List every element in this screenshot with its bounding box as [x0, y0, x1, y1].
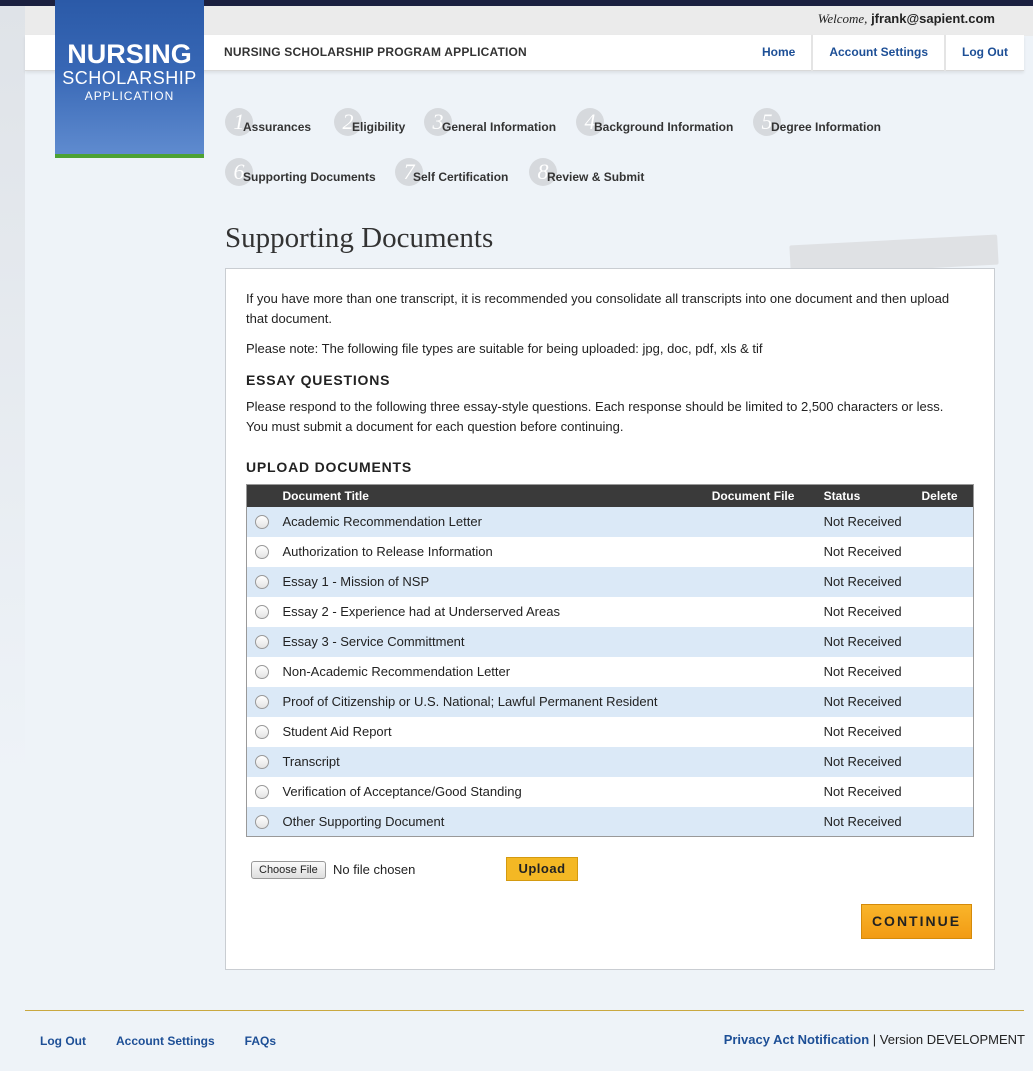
table-row — [247, 807, 974, 837]
row-radio[interactable] — [255, 785, 269, 799]
document-file — [712, 777, 824, 807]
table-row — [247, 567, 974, 597]
column-header-delete: Delete — [922, 485, 974, 507]
logo[interactable] — [55, 0, 204, 158]
version-text: Version DEVELOPMENT — [879, 1032, 1025, 1047]
document-file — [712, 747, 824, 777]
step-supporting-documents[interactable] — [225, 156, 376, 186]
footer-divider — [25, 1010, 1024, 1011]
table-row — [247, 687, 974, 717]
document-status: Not Received — [824, 567, 922, 597]
left-shade — [0, 6, 25, 776]
upload-button[interactable]: Upload — [506, 857, 578, 881]
document-status: Not Received — [824, 777, 922, 807]
step-number: 2 — [334, 108, 362, 136]
table-row — [247, 717, 974, 747]
document-status: Not Received — [824, 657, 922, 687]
welcome-prefix: Welcome, — [817, 11, 868, 26]
row-radio[interactable] — [255, 575, 269, 589]
footer-links — [40, 1034, 306, 1048]
table-row — [247, 597, 974, 627]
footer-faqs-link[interactable]: FAQs — [244, 1034, 276, 1048]
logo-line-1: NURSING — [67, 39, 192, 69]
transcript-note: If you have more than one transcript, it is recommended you consolidate all transcripts into one document and then upload that document. — [246, 291, 950, 326]
document-title: Non-Academic Recommendation Letter — [282, 657, 711, 687]
table-row — [247, 657, 974, 687]
document-status: Not Received — [824, 807, 922, 837]
document-delete — [922, 807, 974, 837]
document-delete — [922, 507, 974, 537]
continue-button[interactable]: CONTINUE — [861, 904, 972, 939]
page-title: Supporting Documents — [225, 222, 494, 254]
content-card — [225, 268, 995, 970]
step-background-information[interactable] — [576, 106, 733, 136]
document-delete — [922, 597, 974, 627]
document-delete — [922, 747, 974, 777]
row-radio[interactable] — [255, 605, 269, 619]
document-delete — [922, 717, 974, 747]
document-status: Not Received — [824, 537, 922, 567]
step-number: 7 — [395, 158, 423, 186]
table-row — [247, 777, 974, 807]
nav-account-settings-link[interactable]: Account Settings — [811, 35, 944, 71]
document-status: Not Received — [824, 747, 922, 777]
row-radio[interactable] — [255, 815, 269, 829]
welcome-text — [818, 11, 995, 27]
document-file — [712, 717, 824, 747]
document-file — [712, 507, 824, 537]
table-row — [247, 507, 974, 537]
document-delete — [922, 657, 974, 687]
document-delete — [922, 567, 974, 597]
step-label: Eligibility — [352, 120, 406, 134]
document-title: Student Aid Report — [282, 717, 711, 747]
logo-line-3: APPLICATION — [84, 89, 175, 103]
step-self-certification[interactable] — [395, 156, 508, 186]
user-email: jfrank@sapient.com — [871, 11, 995, 26]
row-radio[interactable] — [255, 515, 269, 529]
document-title: Essay 1 - Mission of NSP — [282, 567, 711, 597]
document-status: Not Received — [824, 687, 922, 717]
document-status: Not Received — [824, 507, 922, 537]
step-label: Assurances — [243, 120, 312, 134]
step-number: 5 — [753, 108, 781, 136]
table-header-row — [247, 485, 974, 507]
document-status: Not Received — [824, 717, 922, 747]
column-header-title: Document Title — [282, 485, 711, 507]
select-column-header — [247, 485, 283, 507]
no-file-chosen-text: No file chosen — [333, 862, 416, 877]
footer-account-settings-link[interactable]: Account Settings — [115, 1034, 215, 1048]
document-status: Not Received — [824, 597, 922, 627]
document-file — [712, 687, 824, 717]
row-radio[interactable] — [255, 695, 269, 709]
document-delete — [922, 687, 974, 717]
step-label: Degree Information — [771, 120, 882, 134]
logo-line-2: SCHOLARSHIP — [62, 68, 197, 88]
step-label: Background Information — [594, 120, 734, 134]
step-label: General Information — [442, 120, 557, 134]
essay-text: Please respond to the following three essay-style questions. Each response should be limited to 2,500 characters or less. You must submit a document for each question before continuing. — [246, 399, 944, 434]
document-file — [712, 537, 824, 567]
document-file — [712, 627, 824, 657]
table-row — [247, 747, 974, 777]
nav-logout-link[interactable]: Log Out — [944, 35, 1024, 71]
step-review-submit[interactable] — [529, 156, 644, 186]
column-header-status: Status — [824, 485, 922, 507]
table-row — [247, 537, 974, 567]
row-radio[interactable] — [255, 725, 269, 739]
document-title: Essay 2 - Experience had at Underserved Areas — [282, 597, 711, 627]
step-number: 8 — [529, 158, 557, 186]
step-general-information[interactable] — [424, 106, 556, 136]
row-radio[interactable] — [255, 545, 269, 559]
row-radio[interactable] — [255, 755, 269, 769]
document-title: Academic Recommendation Letter — [282, 507, 711, 537]
step-label: Self Certification — [413, 170, 509, 184]
choose-file-button[interactable]: Choose File — [251, 861, 326, 879]
document-file — [712, 567, 824, 597]
document-title: Transcript — [282, 747, 711, 777]
column-header-file: Document File — [712, 485, 824, 507]
step-number: 1 — [225, 108, 253, 136]
document-status: Not Received — [824, 627, 922, 657]
document-title: Authorization to Release Information — [282, 537, 711, 567]
document-delete — [922, 537, 974, 567]
step-number: 6 — [225, 158, 253, 186]
document-file — [712, 807, 824, 837]
document-title: Essay 3 - Service Committment — [282, 627, 711, 657]
document-delete — [922, 777, 974, 807]
app-title: NURSING SCHOLARSHIP PROGRAM APPLICATION — [224, 45, 527, 59]
document-title: Proof of Citizenship or U.S. National; Lawful Permanent Resident — [282, 687, 711, 717]
document-file — [712, 597, 824, 627]
row-radio[interactable] — [255, 665, 269, 679]
document-title: Other Supporting Document — [282, 807, 711, 837]
step-degree-information[interactable] — [753, 106, 881, 136]
step-eligibility[interactable] — [334, 106, 405, 136]
step-label: Review & Submit — [547, 170, 645, 184]
top-nav — [746, 35, 1024, 71]
documents-table — [246, 484, 974, 837]
essay-heading: ESSAY QUESTIONS — [246, 372, 391, 388]
document-delete — [922, 627, 974, 657]
footer-right — [724, 1032, 1025, 1047]
table-row — [247, 627, 974, 657]
row-radio[interactable] — [255, 635, 269, 649]
privacy-act-link[interactable]: Privacy Act Notification — [723, 1032, 870, 1047]
step-assurances[interactable] — [225, 106, 311, 136]
step-number: 4 — [576, 108, 604, 136]
footer-logout-link[interactable]: Log Out — [40, 1034, 86, 1048]
nav-home-link[interactable]: Home — [762, 45, 796, 59]
document-title: Verification of Acceptance/Good Standing — [282, 777, 711, 807]
footer-separator: | — [872, 1032, 877, 1047]
document-file — [712, 657, 824, 687]
step-label: Supporting Documents — [243, 170, 376, 184]
file-types-note: Please note: The following file types are suitable for being uploaded: jpg, doc, pdf, xls & tif — [246, 341, 763, 356]
step-number: 3 — [424, 108, 452, 136]
upload-heading: UPLOAD DOCUMENTS — [246, 459, 413, 475]
